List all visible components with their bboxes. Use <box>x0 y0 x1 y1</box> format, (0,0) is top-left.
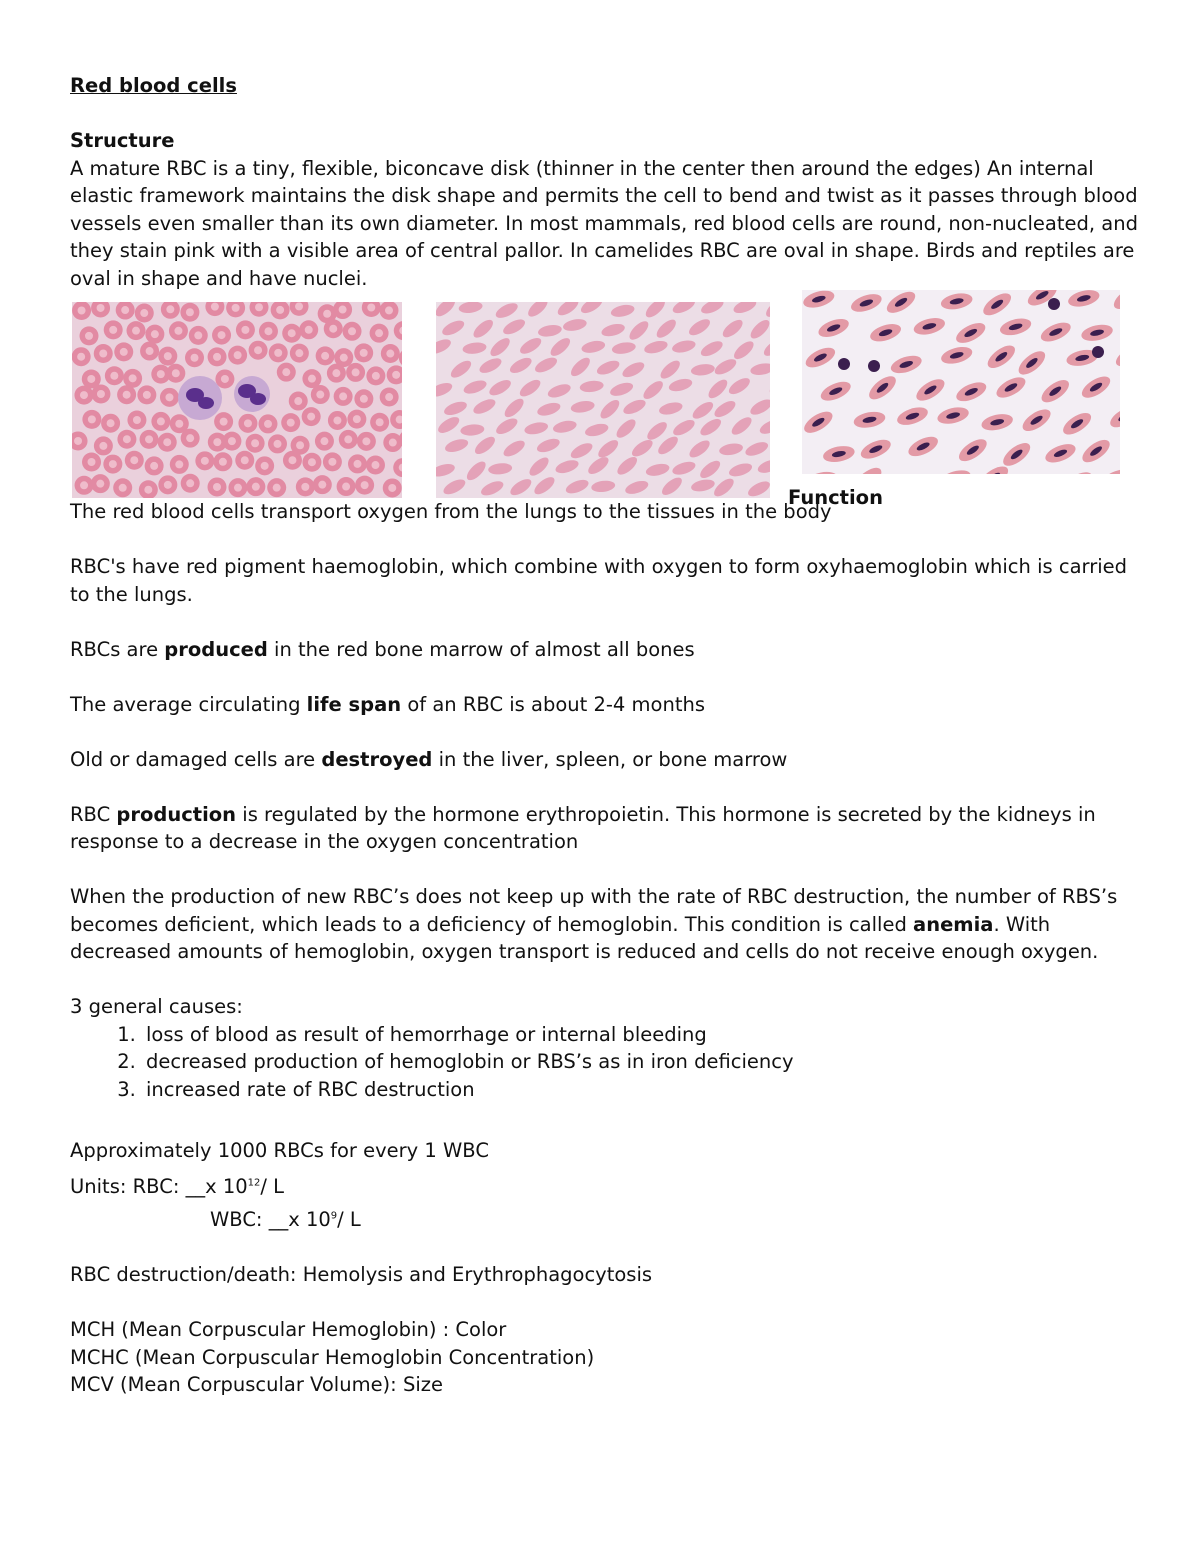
list-item: 1. loss of blood as result of hemorrhage or internal bleeding <box>142 1021 1140 1049</box>
mch-index: MCH (Mean Corpuscular Hemoglobin) : Color <box>70 1318 507 1341</box>
document-page <box>70 72 1140 1399</box>
bird-blood-smear-image <box>802 290 1120 486</box>
camelid-blood-smear-image <box>436 302 770 498</box>
structure-heading: Structure <box>70 129 175 152</box>
function-text-2: RBC's have red pigment haemoglobin, which combine with oxygen to form oxyhaemoglobin which is carried to the lungs. <box>70 555 1128 606</box>
mchc-index: MCHC (Mean Corpuscular Hemoglobin Concentration) <box>70 1345 595 1369</box>
function-text-6: RBC production is regulated by the hormone erythropoietin. This hormone is secreted by the kidneys in response to a decrease in the oxygen concentration <box>70 802 1096 853</box>
list-item: 2. decreased production of hemoglobin or RBS’s as in iron deficiency <box>142 1048 1140 1076</box>
rbc-destruction: RBC destruction/death: Hemolysis and Erythrophagocytosis <box>70 1263 653 1286</box>
rbc-wbc-ratio: Approximately 1000 RBCs for every 1 WBC <box>70 1139 489 1162</box>
units-rbc: Units: RBC: __x $10^{12}/$ L <box>70 1174 285 1198</box>
function-text-3: RBCs are produced in the red bone marrow of almost all bones <box>70 637 695 661</box>
page-title: Red blood cells <box>70 74 237 97</box>
mammal-blood-smear-image <box>72 302 402 498</box>
function-heading: Function <box>788 486 883 509</box>
anemia-paragraph: When the production of new RBC’s does not keep up with the rate of RBC destruction, the number of RBS’s becomes deficient, which leads to a deficiency of hemoglobin. This condition is called anemia. With decreased amounts of hemoglobin, oxygen transport is reduced and cells do not receive enough oxygen. <box>70 885 1118 963</box>
image-row <box>70 302 1140 509</box>
function-text-5: Old or damaged cells are destroyed in the liver, spleen, or bone marrow <box>70 747 788 771</box>
units-wbc: WBC: __x $10^9/$ L <box>210 1208 361 1231</box>
function-text-4: The average circulating life span of an RBC is about 2-4 months <box>70 692 705 716</box>
causes-list <box>70 1021 1140 1104</box>
list-item: 3. increased rate of RBC destruction <box>142 1076 1140 1104</box>
mcv-index: MCV (Mean Corpuscular Volume): Size <box>70 1373 443 1396</box>
structure-text: A mature RBC is a tiny, flexible, biconcave disk (thinner in the center then around the edges) An internal elastic framework maintains the disk shape and permits the cell to bend and twist as it passes through blood vessels even smaller than its own diameter. In most mammals, red blood cells are round, non-nucleated, and they stain pink with a visible area of central pallor. In camelides RBC are oval in shape. Birds and reptiles are oval in shape and have nuclei. <box>70 156 1138 290</box>
function-text-1: The red blood cells transport oxygen from the lungs to the tissues in the body <box>70 500 832 523</box>
causes-intro: 3 general causes: <box>70 995 243 1018</box>
